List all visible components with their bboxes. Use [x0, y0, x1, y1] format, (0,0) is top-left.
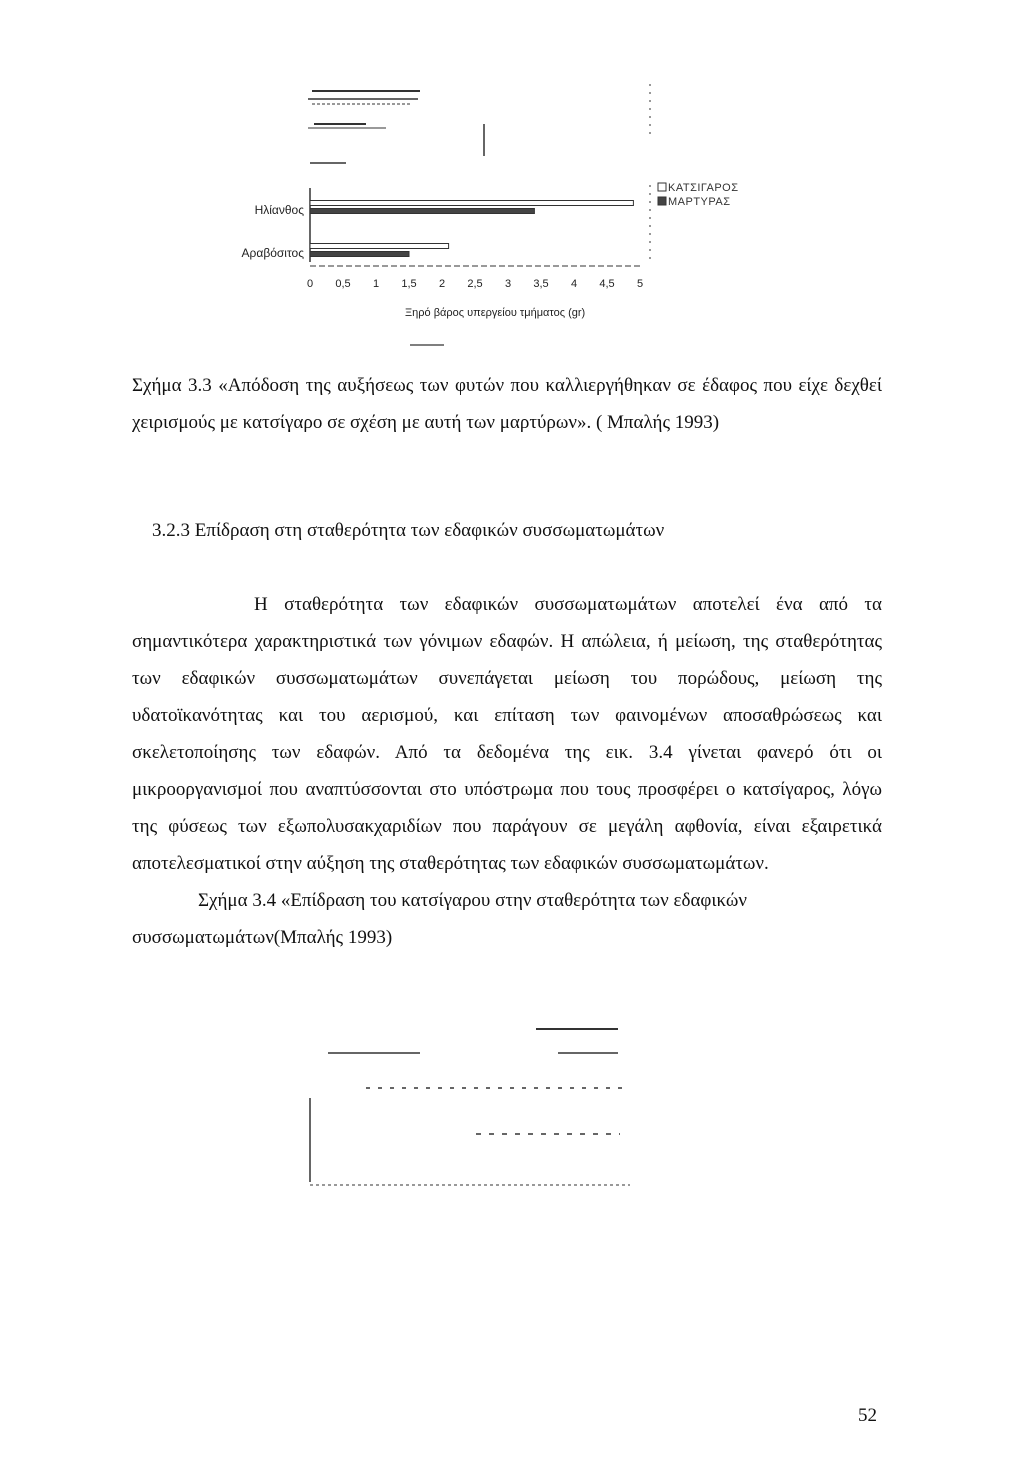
x-tick-label: 2 — [438, 278, 446, 290]
legend-label-martyras: ΜΑΡΤΥΡΑΣ — [668, 196, 731, 208]
x-tick-label: 2,5 — [467, 278, 483, 290]
figure-3-4-caption-text: Σχήμα 3.4 «Επίδραση του κατσίγαρου στην σταθερότητα των εδαφικών συσσωματωμάτων(Μπαλής 1993) — [132, 890, 747, 948]
x-tick-label: 3,5 — [533, 278, 549, 290]
category-label-maize: Αραβόσιτος — [241, 246, 304, 260]
category-label-sunflower: Ηλίανθος — [254, 203, 304, 217]
bar-0-series-1 — [310, 209, 534, 214]
legend-label-katsigaros: ΚΑΤΣΙΓΑΡΟΣ — [668, 182, 739, 194]
bar-0-series-0 — [310, 201, 633, 206]
x-axis-label: Ξηρό βάρος υπεργείου τμήματος (gr) — [405, 307, 586, 319]
x-tick-label: 1,5 — [401, 278, 417, 290]
x-tick-label: 0,5 — [335, 278, 351, 290]
scan-artifacts-top — [308, 84, 650, 262]
x-tick-labels — [307, 278, 643, 290]
x-tick-label: 3 — [504, 278, 512, 290]
figure-3-4-caption — [132, 882, 892, 956]
chart-legend — [658, 182, 739, 208]
bar-1-series-0 — [310, 244, 449, 249]
x-tick-label: 5 — [636, 278, 644, 290]
legend-swatch-martyras — [658, 197, 666, 205]
bar-1-series-1 — [310, 252, 409, 257]
page-number: 52 — [858, 1405, 877, 1426]
x-tick-label: 4 — [570, 278, 578, 290]
body-paragraph — [132, 586, 882, 882]
figure-3-3-chart — [0, 0, 1024, 350]
x-tick-label: 1 — [372, 278, 380, 290]
legend-swatch-katsigaros — [658, 183, 666, 191]
bars-group — [310, 201, 633, 257]
x-tick-label: 4,5 — [599, 278, 615, 290]
figure-3-3-caption: Σχήμα 3.3 «Απόδοση της αυξήσεως των φυτών που καλλιεργήθηκαν σε έδαφος που είχε δεχθεί χειρισμούς με κατσίγαρο σε σχέση με αυτή των μαρτύρων». ( Μπαλής 1993) — [132, 375, 882, 433]
x-tick-label: 0 — [306, 278, 314, 290]
section-heading: 3.2.3 Επίδραση στη σταθερότητα των εδαφικών συσσωματωμάτων — [152, 520, 665, 541]
body-paragraph-text: Η σταθερότητα των εδαφικών συσσωματωμάτων αποτελεί ένα από τα σημαντικότερα χαρακτηριστικά των γόνιμων εδαφών. Η απώλεια, ή μείωση, της σταθερότητας των εδαφικών συσσωματωμάτων συνεπάγεται μείωση του πορώδους, μείωση της υδατοϊκανότητας και του αερισμού, και επίταση των φαινομένων αποσαθρώσεως και σκελετοποίησης των εδαφών. Από τα δεδομένα της εικ. 3.4 γίνεται φανερό ότι οι μικροοργανισμοί που αναπτύσσονται στο υπόστρωμα που τους προσφέρει ο κατσίγαρος, λόγω της φύσεως των εξωπολυσακχαριδίων που παράγουν σε μεγάλη αφθονία, είναι εξαιρετικά αποτελεσματικοί στην αύξηση της σταθερότητας των εδαφικών συσσωματωμάτων. — [132, 594, 882, 874]
figure-3-4-chart — [300, 1020, 640, 1190]
